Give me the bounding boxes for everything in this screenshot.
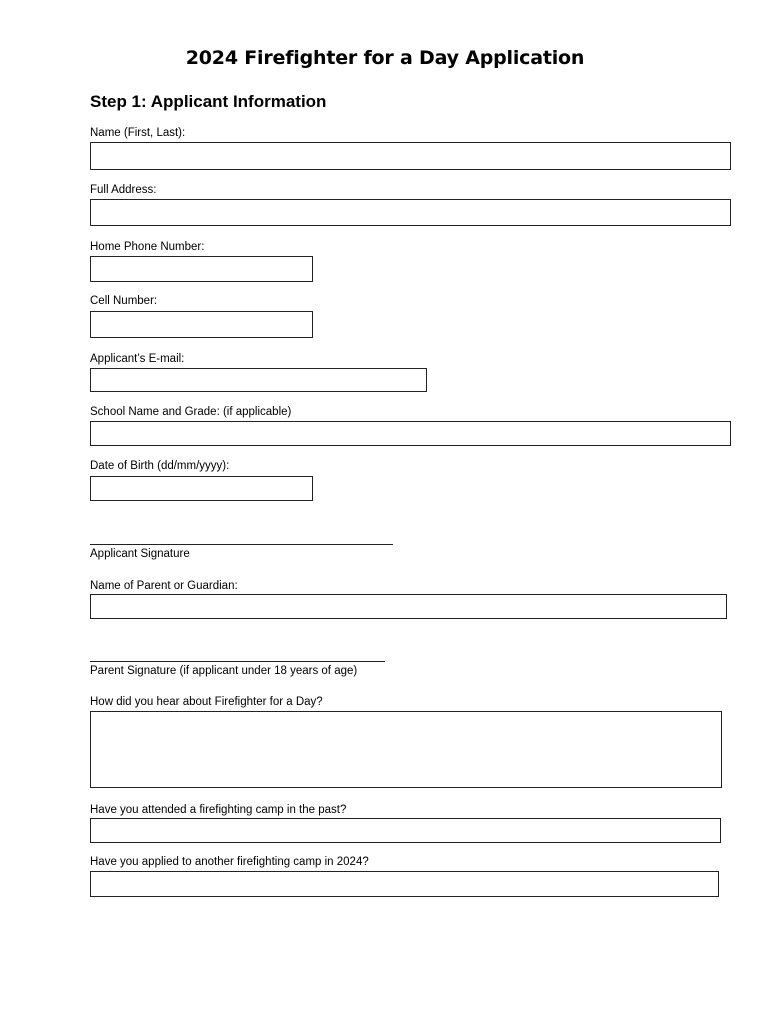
name-field[interactable] [90,142,731,170]
dob-field[interactable] [90,476,313,501]
cell-label: Cell Number: [90,295,158,307]
applied-camp-field[interactable] [90,871,719,897]
applied-camp-label: Have you applied to another firefighting camp in 2024? [90,856,369,868]
applicant-signature-label: Applicant Signature [90,548,190,560]
dob-label: Date of Birth (dd/mm/yyyy): [90,460,230,472]
email-label: Applicant’s E-mail: [90,353,185,365]
hear-about-field[interactable] [90,711,722,788]
hear-about-label: How did you hear about Firefighter for a Day? [90,696,323,708]
name-label: Name (First, Last): [90,127,186,139]
parent-name-label: Name of Parent or Guardian: [90,580,238,592]
attended-camp-label: Have you attended a firefighting camp in the past? [90,804,347,816]
page-title: 2024 Firefighter for a Day Application [185,47,585,69]
parent-signature-label: Parent Signature (if applicant under 18 years of age) [90,665,358,677]
attended-camp-field[interactable] [90,818,721,843]
parent-name-field[interactable] [90,594,727,619]
school-label: School Name and Grade: (if applicable) [90,406,292,418]
parent-signature-line[interactable] [90,661,385,662]
email-field[interactable] [90,368,427,392]
cell-field[interactable] [90,311,313,338]
school-field[interactable] [90,421,731,446]
applicant-signature-line[interactable] [90,544,393,545]
address-field[interactable] [90,199,731,226]
home-phone-label: Home Phone Number: [90,241,205,253]
step-heading: Step 1: Applicant Information [90,92,327,111]
address-label: Full Address: [90,184,157,196]
home-phone-field[interactable] [90,256,313,282]
